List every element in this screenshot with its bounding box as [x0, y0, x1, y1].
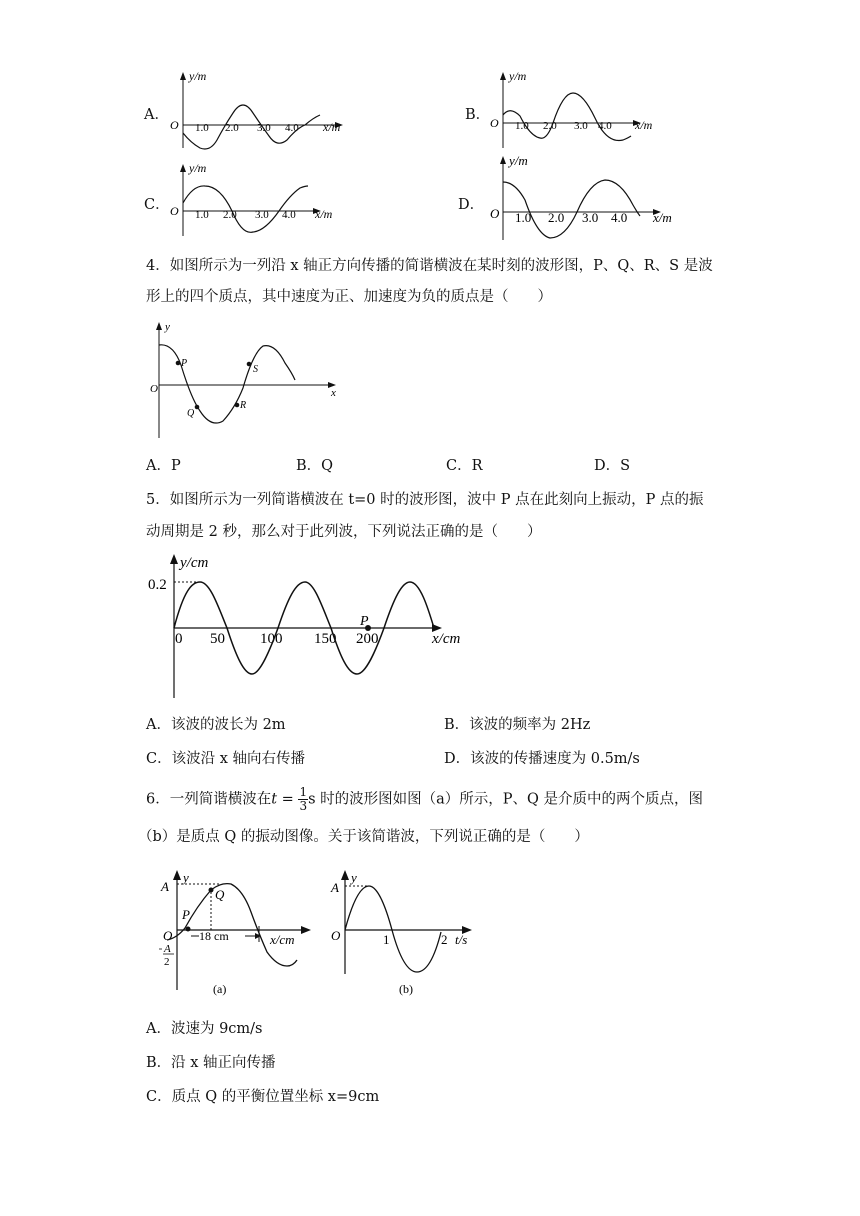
svg-text:4.0: 4.0: [598, 120, 612, 132]
amplitude-label: A: [331, 880, 339, 895]
option-b-label: B．: [465, 107, 491, 123]
svg-text:100: 100: [260, 631, 283, 647]
svg-text:O: O: [170, 204, 179, 218]
q6-text-line2: （b）是质点 Q 的振动图像。关于该简谐波，下列说正确的是（ ）: [138, 829, 589, 845]
option-c-label: C．: [144, 197, 170, 213]
point-s: [247, 362, 252, 367]
svg-text:1: 1: [383, 932, 390, 947]
svg-text:4.0: 4.0: [282, 209, 296, 221]
amplitude-label: 0.2: [148, 577, 167, 593]
svg-text:R: R: [240, 400, 247, 411]
svg-text:2.0: 2.0: [223, 209, 237, 221]
q4-option-c[interactable]: C．R: [446, 458, 483, 474]
q6-option-a[interactable]: A．波速为 9cm/s: [146, 1021, 263, 1037]
q6-text-line1: 6．一列简谐横波在t = $\frac{1}{3}$ s 时的波形图如图（a）所示，P、Q 是介质中的两个质点，图: [146, 785, 704, 813]
svg-text:3.0: 3.0: [582, 210, 599, 225]
y-axis-label: y: [351, 870, 357, 885]
svg-text:4.0: 4.0: [285, 122, 299, 134]
x-axis-label: x: [331, 387, 336, 399]
svg-text:O: O: [490, 206, 500, 221]
svg-text:t/s: t/s: [455, 932, 468, 947]
y-axis-label: y/m: [189, 69, 207, 83]
svg-text:1.0: 1.0: [515, 120, 529, 132]
svg-text:3.0: 3.0: [257, 122, 271, 134]
point-q: [195, 405, 200, 410]
origin-label: O: [170, 118, 179, 132]
option-b-graph: [485, 68, 675, 153]
svg-text:O: O: [331, 928, 341, 943]
svg-text:x/m: x/m: [323, 120, 341, 134]
origin-label: O: [150, 383, 158, 395]
svg-text:50: 50: [210, 631, 225, 647]
q6-figure-b: [325, 862, 485, 1002]
x-axis-label: x/cm: [432, 631, 461, 647]
option-d-graph: [485, 150, 685, 245]
svg-text:S: S: [253, 364, 258, 375]
svg-text:y/m: y/m: [509, 153, 528, 168]
option-a-label: A．: [144, 107, 169, 123]
q6-figure-a: [155, 862, 325, 1002]
caption-b: (b): [399, 982, 413, 996]
q5-text-line1: 5．如图所示为一列简谐横波在 t=0 时的波形图，波中 P 点在此刻向上振动，P 点的振: [146, 492, 704, 508]
svg-text:3.0: 3.0: [574, 120, 588, 132]
q4-option-b[interactable]: B．Q: [296, 458, 334, 474]
svg-text:x/m: x/m: [635, 118, 653, 132]
svg-text:P: P: [360, 614, 369, 629]
q4-text-line2: 形上的四个质点，其中速度为正、加速度为负的质点是（ ）: [146, 289, 552, 305]
svg-text:Q: Q: [215, 887, 225, 902]
y-axis-label: y: [183, 870, 189, 885]
svg-text:2.0: 2.0: [548, 210, 565, 225]
svg-text:150: 150: [314, 631, 337, 647]
option-d-label: D．: [458, 197, 485, 213]
svg-text:x/cm: x/cm: [270, 932, 295, 947]
svg-text:0: 0: [175, 631, 183, 647]
y-axis-label: y/cm: [180, 555, 209, 571]
q4-option-d[interactable]: D．S: [594, 458, 631, 474]
svg-text:O: O: [490, 116, 499, 130]
q5-option-d[interactable]: D．该波的传播速度为 0.5m/s: [444, 751, 640, 767]
q4-option-a[interactable]: A．P: [146, 458, 181, 474]
point-q: [209, 888, 214, 893]
svg-text:y/m: y/m: [509, 69, 527, 83]
svg-text:Q: Q: [187, 408, 195, 419]
svg-text:O: O: [163, 928, 173, 943]
svg-text:200: 200: [356, 631, 379, 647]
svg-text:1.0: 1.0: [515, 210, 532, 225]
svg-text:2: 2: [164, 956, 170, 968]
svg-text:P: P: [182, 907, 190, 922]
svg-text:x/m: x/m: [653, 210, 672, 225]
svg-text:x/m: x/m: [315, 207, 333, 221]
amplitude-label: A: [161, 879, 169, 894]
q4-wave-figure: [145, 318, 345, 443]
option-c-graph: [165, 158, 355, 243]
svg-text:3.0: 3.0: [255, 209, 269, 221]
q5-option-a[interactable]: A．该波的波长为 2m: [146, 717, 286, 733]
q5-option-c[interactable]: C．该波沿 x 轴向右传播: [146, 751, 305, 767]
span-label: 18 cm: [199, 929, 229, 943]
svg-text:1.0: 1.0: [195, 122, 209, 134]
svg-text:P: P: [181, 358, 188, 369]
q6-option-c[interactable]: C．质点 Q 的平衡位置坐标 x=9cm: [146, 1089, 380, 1105]
svg-text:1.0: 1.0: [195, 209, 209, 221]
point-p: [186, 927, 191, 932]
svg-text:A: A: [164, 943, 171, 955]
q5-wave-figure: [140, 548, 480, 703]
q5-text-line2: 动周期是 2 秒，那么对于此列波，下列说法正确的是（ ）: [146, 524, 542, 540]
time-fraction: $\frac{1}{3}$: [299, 785, 308, 813]
svg-text:2.0: 2.0: [543, 120, 557, 132]
q6-option-b[interactable]: B．沿 x 轴正向传播: [146, 1055, 276, 1071]
q5-option-b[interactable]: B．该波的频率为 2Hz: [444, 717, 591, 733]
point-r: [235, 403, 240, 408]
y-axis-label: y: [165, 321, 170, 333]
q4-text-line1: 4．如图所示为一列沿 x 轴正方向传播的简谐横波在某时刻的波形图，P、Q、R、S 是波: [146, 258, 713, 274]
svg-text:2.0: 2.0: [225, 122, 239, 134]
svg-text:4.0: 4.0: [611, 210, 628, 225]
option-a-graph: [165, 68, 355, 153]
svg-text:2: 2: [441, 932, 448, 947]
point-p: [176, 361, 181, 366]
svg-text:y/m: y/m: [189, 161, 207, 175]
caption-a: (a): [213, 982, 227, 996]
